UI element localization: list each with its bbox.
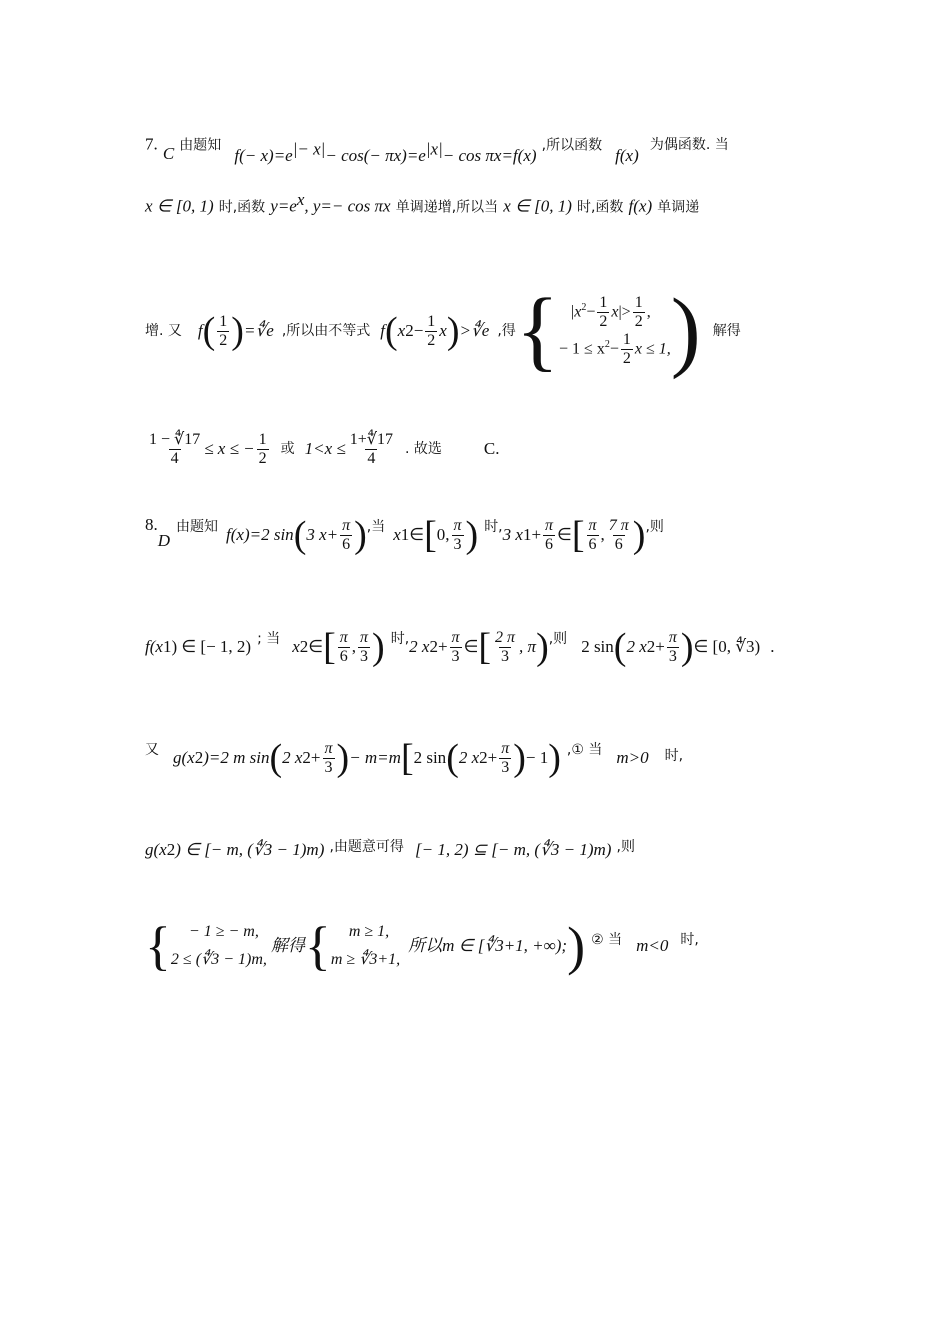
- p7-math: ,: [646, 303, 651, 321]
- p7-math: 1+∜17: [349, 430, 393, 448]
- p7-math: 4: [367, 449, 376, 467]
- p7-math: x ∈ [0, 1): [503, 196, 572, 216]
- p8-math: π: [501, 739, 510, 757]
- p7-math: , y=− cos πx: [304, 196, 391, 216]
- p7-math: 2: [604, 339, 610, 350]
- p7-final-answer: C.: [483, 439, 500, 458]
- p7-math: 1<x ≤: [304, 439, 346, 458]
- p8-line-2: f(x 1 ) ∈ [− 1, 2) ; 当 x 2 ∈ [ $\frac{\pi}{6}$ , $\frac{\pi}{3}$ ) 时, 2 x 2 + $\frac{\pi}{3}$ ∈ [ $\frac{2 \pi}{3}$ , π ) ,则 2 sin ( 2 x 2 + $\frac{\pi}{3}$ ) ∈ [0, ∜3) .: [145, 626, 775, 668]
- p7-text: ,所以由不等式: [281, 323, 371, 339]
- p7-math: 2: [405, 321, 414, 340]
- p7-math: 2: [219, 331, 228, 349]
- p8-text: ,则: [548, 631, 568, 647]
- p7-number: 7.: [145, 134, 158, 154]
- p8-line-5: { − 1 ≥ − m, 2 ≤ (∜3 − 1)m, 解得 { m ≥ 1, m ≥ ∜3+1, 所以 m ∈ [∜3+1, +∞); ) ② 当 m<0 时,: [145, 916, 699, 976]
- p7-math: 1: [634, 294, 643, 311]
- p7-text: ,得: [497, 323, 516, 339]
- p8-math: 2 sin: [581, 637, 614, 656]
- p8-math: 2 x: [282, 748, 303, 767]
- p8-text: 时,: [390, 631, 410, 647]
- p7-answer: C: [162, 144, 175, 164]
- p7-text: 单调递增,所以当: [395, 199, 499, 216]
- p8-math: π: [588, 516, 597, 534]
- p7-math: 4: [170, 449, 179, 467]
- p7-system: $|x^2-$ $\frac{1}{2}$ x|> $\frac{1}{2}$ , − $1 \le x^2-$ $\frac{1}{2}$ x ≤ 1,: [559, 294, 671, 368]
- p8-math: 3: [501, 647, 510, 665]
- p8-math: 2 ≤ (∜3 − 1)m,: [170, 951, 267, 968]
- p8-math: m>0: [616, 748, 649, 767]
- p8-math: 3: [324, 758, 333, 776]
- p8-text: ,由题意可得: [329, 839, 404, 855]
- p8-math: 2: [194, 748, 204, 767]
- p7-math: ≤ x ≤ −: [204, 439, 255, 458]
- p7-math: 2: [622, 350, 631, 368]
- p8-math: +: [437, 637, 448, 656]
- p7-math: x: [296, 190, 305, 209]
- p7-text: ,所以函数: [541, 137, 603, 154]
- p8-math: − m=m: [349, 748, 401, 767]
- p8-math: 2 x: [458, 748, 480, 767]
- p8-math: π: [342, 516, 351, 534]
- p8-math: 0,: [436, 525, 450, 544]
- p8-math: 6: [545, 535, 554, 553]
- p7-math: f: [380, 321, 385, 340]
- p7-text: 或: [280, 441, 295, 457]
- p7-math: 2: [599, 313, 608, 330]
- p7-math: =∜e: [243, 321, 274, 340]
- p8-text: ; 当: [257, 631, 281, 647]
- p8-text: ② 当: [591, 932, 623, 948]
- p8-math: 6: [614, 535, 623, 553]
- p8-math: 6: [342, 535, 351, 553]
- p7-text: 为偶函数. 当: [649, 137, 729, 154]
- p8-text: 所以: [408, 936, 443, 955]
- p8-math: π: [324, 739, 333, 757]
- p8-math: +: [655, 637, 665, 656]
- p7-math: x ≤ 1,: [634, 340, 671, 358]
- p8-math: 2: [302, 748, 311, 767]
- p8-math: − 1: [525, 748, 549, 767]
- p8-line-1: 8. D 由题知 f(x)=2 sin ( 3 x+ $\frac{\pi}{6}$ ) ,当 x 1 ∈ [ 0, $\frac{\pi}{3}$ ) 时, 3 x 1 + $\frac{\pi}{6}$ ∈ [ $\frac{\pi}{6}$ , $\frac{7 \pi}{6}$ ) ,则: [145, 514, 664, 556]
- p8-math: ∈ [0, ∜3): [693, 637, 761, 656]
- p7-math: 1: [427, 312, 436, 330]
- p8-math: x: [292, 637, 300, 656]
- p8-math: ∈: [308, 637, 324, 656]
- p7-line-2: [145, 190, 699, 217]
- p8-math: π: [451, 628, 460, 646]
- p7-math: |− x|: [292, 140, 326, 159]
- p7-math: −: [413, 321, 424, 340]
- p8-math: , π: [519, 637, 537, 656]
- p7-math: 2: [581, 301, 587, 313]
- p7-math: 2: [258, 449, 267, 467]
- p8-math: 3: [360, 647, 369, 665]
- p8-math: 2: [429, 637, 438, 656]
- p8-system-1: [171, 918, 267, 974]
- p7-text: 单调递: [657, 199, 700, 216]
- p8-math: ∈: [463, 637, 479, 656]
- p7-math: >∜e: [459, 321, 490, 340]
- p8-math: ) ∈ [− 1, 2): [171, 637, 252, 656]
- p8-math: ∈: [409, 525, 425, 544]
- p8-math: π: [453, 516, 462, 534]
- p7-line-4: [145, 426, 499, 472]
- p7-math: x ∈ [0, 1): [145, 196, 214, 216]
- p8-text: 时,: [484, 519, 503, 535]
- p8-math: 3 x: [502, 525, 523, 544]
- p8-text: 解得: [270, 936, 305, 955]
- p8-text: ,当: [366, 519, 386, 535]
- p7-text: 增. 又: [145, 323, 182, 339]
- p8-math: 2 π: [495, 628, 516, 646]
- p7-math: 1: [219, 312, 228, 330]
- p8-math: 2 x: [409, 637, 430, 656]
- p8-math: +: [531, 525, 542, 544]
- p7-line-3: 增. 又 f ( $\frac{1}{2}$ ) =∜e ,所以由不等式 f ( x 2 − $\frac{1}{2}$ x ) >∜e ,得 { $|x^2-$ $\frac{1}{2}$ x|> $\frac{1}{2}$ , − $1 \le x^2-$ $\frac{1}{2}$ x ≤ 1, ) 解得: [145, 281, 741, 380]
- p8-math: 6: [339, 647, 348, 665]
- p8-math: 2: [166, 840, 176, 860]
- p7-math: 1 − ∜17: [149, 430, 201, 448]
- p8-math: 2: [646, 637, 656, 656]
- p8-math: f(x: [145, 637, 163, 656]
- p8-math: f(x)=2 sin: [226, 525, 294, 544]
- p8-math: π: [545, 516, 554, 534]
- p7-math: 1: [599, 294, 608, 311]
- p8-math: 1: [522, 525, 532, 544]
- p7-text: 解得: [712, 323, 741, 339]
- p8-text: 又: [145, 742, 159, 758]
- p8-line-3: 又 g(x 2 )=2 m sin ( 2 x 2 + $\frac{\pi}{3}$ ) − m=m [ 2 sin ( 2 x 2 + $\frac{\pi}{3}$ ) − 1 ) ,① 当 m>0 时,: [145, 737, 684, 779]
- p8-math: )=2 m sin: [203, 748, 270, 767]
- p8-math: m ≥ ∜3+1,: [330, 951, 401, 968]
- p8-math: − 1 ≥ − m,: [188, 923, 259, 940]
- p8-math: 1: [162, 637, 172, 656]
- p7-math: − cos πx=f(x): [442, 146, 537, 166]
- p8-math: π: [668, 628, 677, 646]
- p8-math: x: [393, 525, 401, 544]
- p8-math: 3 x+: [306, 525, 339, 544]
- p7-math: x: [439, 321, 447, 340]
- p8-text: .: [770, 637, 775, 656]
- p7-text: 时,函数: [576, 199, 624, 216]
- p8-answer: D: [157, 531, 171, 550]
- p8-number: 8.: [145, 515, 158, 534]
- p8-line-4: [145, 836, 635, 860]
- p8-math: +: [310, 748, 321, 767]
- p7-math: y=e: [270, 196, 297, 216]
- p7-math: f(x): [628, 196, 653, 216]
- p7-text: . 故选: [404, 441, 442, 457]
- p8-text: ,则: [645, 519, 664, 535]
- p8-math: π: [360, 628, 369, 646]
- p7-math: − 1 ≤ x: [559, 340, 605, 358]
- p8-math: +: [487, 748, 498, 767]
- p7-math: >: [621, 303, 631, 321]
- p7-math: f(− x)=e: [234, 146, 293, 166]
- p8-system-2: [331, 918, 400, 974]
- p8-math: m<0: [636, 936, 669, 955]
- p8-math: ,: [600, 525, 605, 544]
- p8-math: 2: [479, 748, 488, 767]
- p7-math: − cos(− πx)=e: [325, 146, 426, 166]
- p7-math: f(x): [615, 146, 639, 166]
- p8-math: 1: [400, 525, 410, 544]
- p7-math: 1: [258, 430, 267, 448]
- p8-math: m ≥ 1,: [348, 923, 390, 940]
- p8-text: 时,: [680, 932, 699, 948]
- p8-text: ,① 当: [566, 742, 603, 758]
- p8-math: [− 1, 2) ⊆ [− m, (∜3 − 1)m): [415, 840, 612, 859]
- p8-math: 7 π: [608, 516, 629, 534]
- p7-text: 由题知: [179, 137, 222, 154]
- p7-math: f: [197, 321, 203, 340]
- p7-math: 2: [427, 331, 436, 349]
- p7-math: 2: [634, 313, 643, 330]
- p7-math: x: [611, 303, 619, 321]
- p8-math: g(x: [145, 840, 167, 859]
- p8-math: g(x: [173, 748, 195, 767]
- p8-math: 3: [668, 647, 677, 665]
- p7-math: −: [586, 303, 596, 321]
- p7-math: x: [574, 303, 582, 321]
- p8-math: 6: [588, 535, 597, 553]
- p8-math: ,: [351, 637, 357, 656]
- p7-math: −: [609, 340, 619, 358]
- p8-text: 由题知: [176, 519, 219, 535]
- p7-math: 1: [622, 331, 631, 349]
- p8-math: 2 x: [626, 637, 647, 656]
- p8-math: 3: [501, 758, 510, 776]
- p8-math: ) ∈ [− m, (∜3 − 1)m): [175, 840, 325, 859]
- p8-math: π: [339, 628, 348, 646]
- p7-math: |x|: [425, 140, 443, 159]
- p8-text: 时,: [664, 748, 684, 764]
- p8-text: ,则: [616, 839, 635, 855]
- p8-math: m ∈ [∜3+1, +∞);: [442, 936, 568, 955]
- p7-math: x: [397, 321, 406, 340]
- p8-math: 2: [299, 637, 309, 656]
- p8-math: 2 sin: [413, 748, 447, 767]
- p8-math: 3: [453, 535, 462, 553]
- p7-text: 时,函数: [218, 199, 266, 216]
- p8-math: 3: [451, 647, 460, 665]
- p8-math: ∈: [557, 525, 572, 544]
